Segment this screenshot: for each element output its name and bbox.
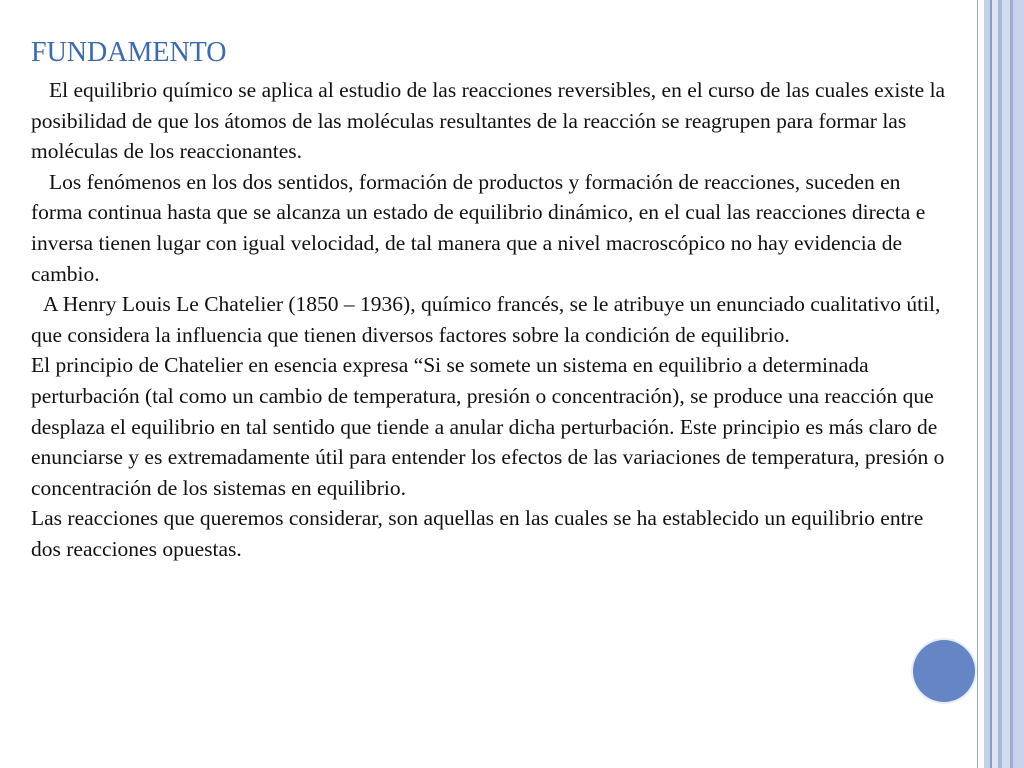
decorative-circle xyxy=(913,640,975,702)
border-stripe xyxy=(1013,0,1024,768)
paragraph-reacciones: Las reacciones que queremos considerar, son aquellas en las cuales se ha establecido un equilibrio entre dos reacciones opuestas. xyxy=(31,506,924,561)
paragraph-equilibrio: El equilibrio químico se aplica al estudio de las reacciones reversibles, en el curso de las cuales existe la posibilidad de que los átomos de las moléculas resultantes de la reacción se reagrupen para formar las moléculas de los reaccionantes. xyxy=(31,78,946,164)
paragraph-le-chatelier: A Henry Louis Le Chatelier (1850 – 1936), químico francés, se le atribuye un enunciado cualitativo útil, que considera la influencia que tienen diversos factores sobre la condición de equilibrio. xyxy=(31,292,941,347)
slide-body xyxy=(31,75,946,565)
slide-title: FUNDAMENTO xyxy=(31,37,227,68)
paragraph-principio: El principio de Chatelier en esencia expresa “Si se somete un sistema en equilibrio a determinada perturbación (tal como un cambio de temperatura, presión o concentración), se produce una reacción que desplaza el equilibrio en tal sentido que tiende a anular dicha perturbación. Este principio es más claro de enunciarse y es extremadamente útil para entender los efectos de las variaciones de temperatura, presión o concentración de los sistemas en equilibrio. xyxy=(31,353,945,500)
paragraph-fenomenos: Los fenómenos en los dos sentidos, formación de productos y formación de reacciones, suceden en forma continua hasta que se alcanza un estado de equilibrio dinámico, en el cual las reacciones directa e inversa tienen lugar con igual velocidad, de tal manera que a nivel macroscópico no hay evidencia de cambio. xyxy=(31,169,926,286)
border-stripe xyxy=(1002,0,1010,768)
border-stripe xyxy=(977,0,978,768)
decorative-border xyxy=(977,0,1024,768)
